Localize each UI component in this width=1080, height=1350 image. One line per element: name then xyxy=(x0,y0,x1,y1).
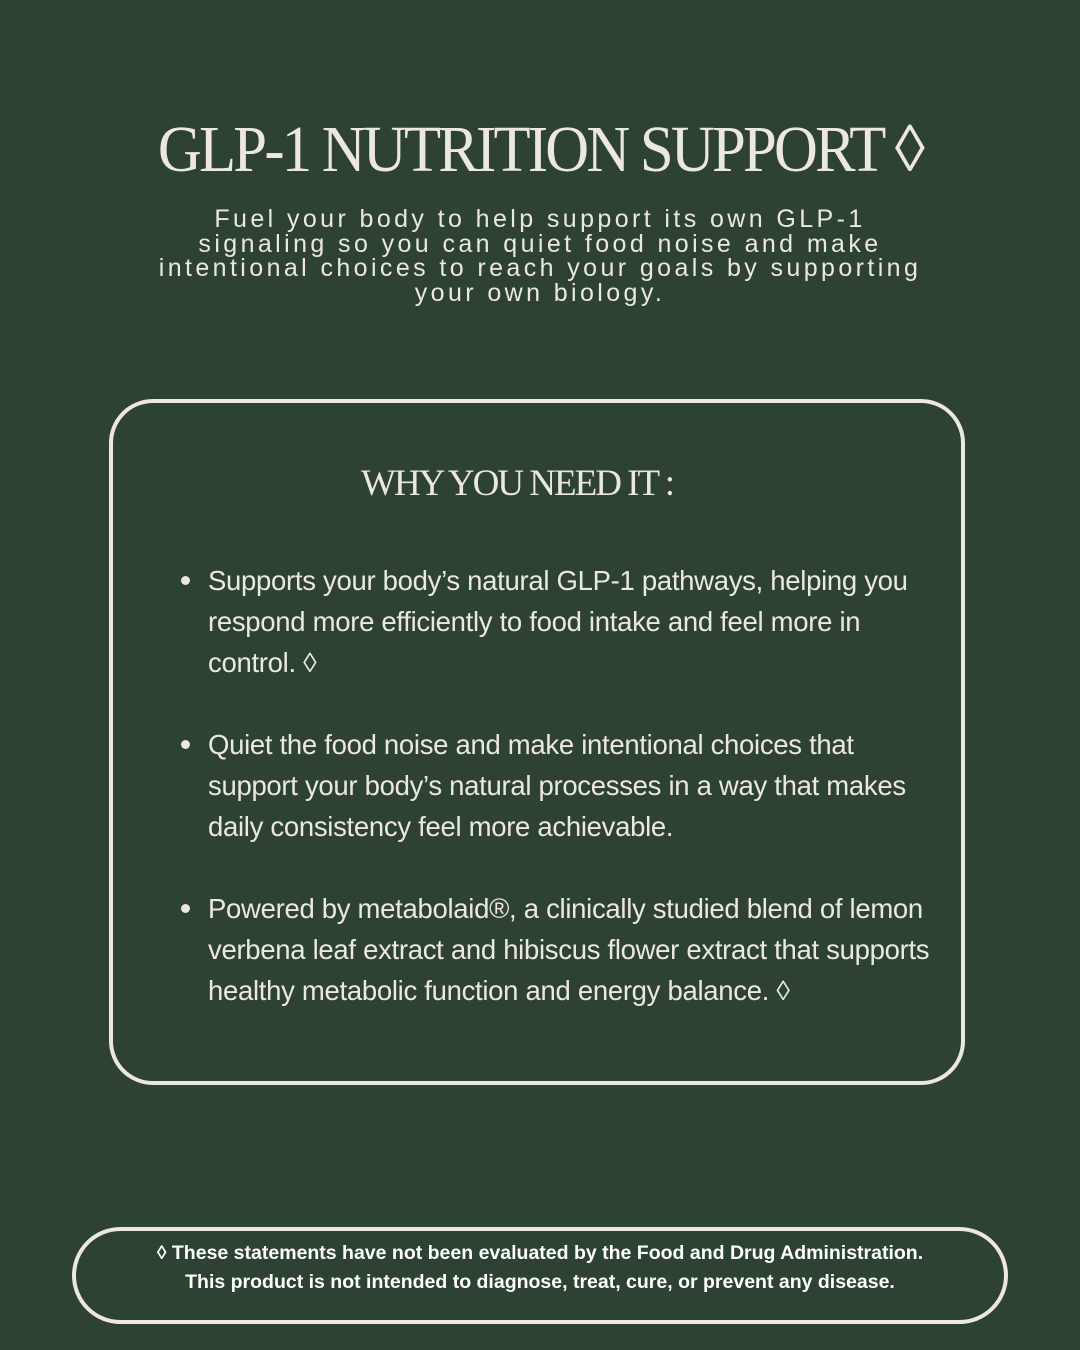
list-item xyxy=(178,724,938,847)
bullet-text: Supports your body’s natural GLP-1 pathways, helping you respond more efficiently to food intake and feel more in control. ◊ xyxy=(208,565,908,678)
list-item xyxy=(178,888,938,1011)
disclaimer-line-2: This product is not intended to diagnose, treat, cure, or prevent any disease. xyxy=(185,1271,895,1293)
benefits-list xyxy=(178,560,938,1011)
disclaimer-line-1: ◊ These statements have not been evaluated by the Food and Drug Administration. xyxy=(156,1242,924,1264)
bullet-icon xyxy=(181,740,190,749)
bullet-text: Powered by metabolaid®, a clinically studied blend of lemon verbena leaf extract and hibiscus flower extract that supports healthy metabolic function and energy balance. ◊ xyxy=(208,893,930,1006)
bullet-icon xyxy=(181,904,190,913)
list-item xyxy=(178,560,938,683)
bullet-text: Quiet the food noise and make intentional choices that support your body’s natural processes in a way that makes daily consistency feel more achievable. xyxy=(208,729,906,842)
page-subtitle: Fuel your body to help support its own GLP-1 signaling so you can quiet food noise and make intentional choices to reach your goals by supporting your own biology. xyxy=(158,205,922,307)
card-heading: WHY YOU NEED IT : xyxy=(361,463,673,504)
page-title: GLP-1 NUTRITION SUPPORT ◊ xyxy=(157,113,923,186)
bullet-icon xyxy=(181,576,190,585)
